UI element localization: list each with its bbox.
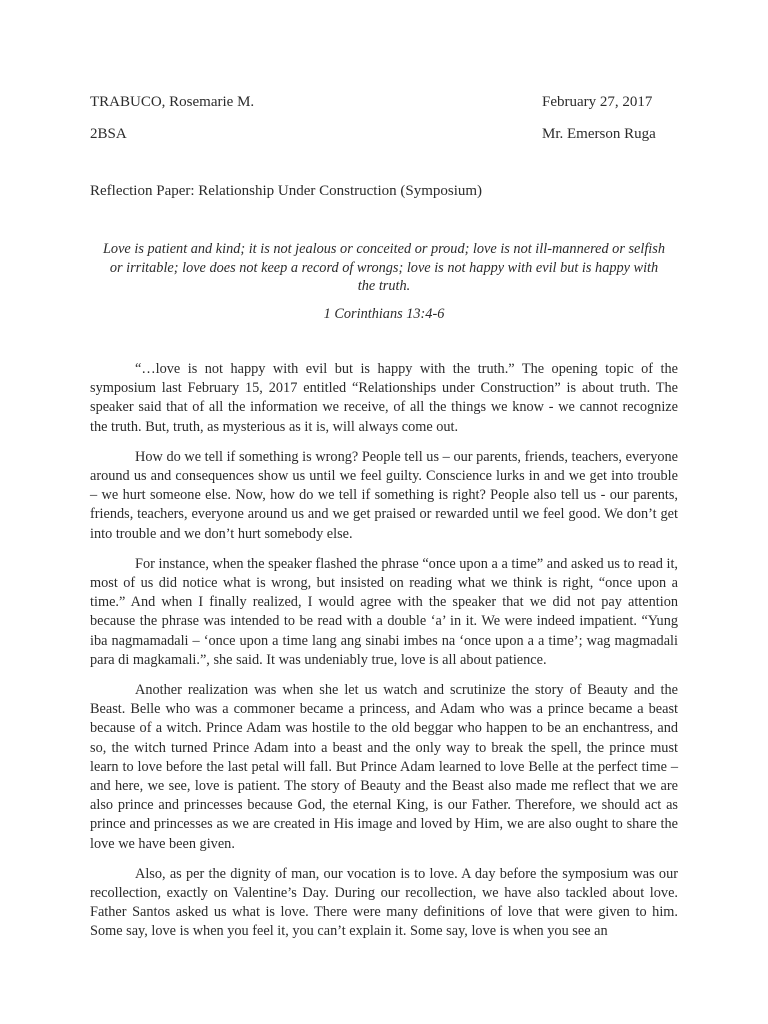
body-paragraph-5: Also, as per the dignity of man, our vocation is to love. A day before the symposium was our recollection, exactly on Valentine’s Day. During our recollection, we have also tackled about love. Father Santos asked us what is love. There were many definitions of love that were given to him. Some say, love is when you feel it, you can’t explain it. Some say, love is when you see an [90,865,678,940]
submission-date: February 27, 2017 [542,94,653,110]
epigraph-citation: 1 Corinthians 13:4-6 [323,306,445,322]
body-text [90,360,678,953]
body-paragraph-3: For instance, when the speaker flashed the phrase “once upon a a time” and asked us to read it, most of us did notice what is wrong, but insisted on reading what we think is right, “once upon a time.” And when I finally realized, I would agree with the speaker that we did not pay attention because the phrase was intended to be read with a double ‘a’ in it. We were indeed impatient. “Yung iba nagmamadali – ‘once upon a time lang ang sinabi imbes na ‘once upon a a time’; wag magmadali para di magkamali.”, she said. It was undeniably true, love is all about patience. [90,555,678,668]
paper-title: Reflection Paper: Relationship Under Construction (Symposium) [90,183,483,199]
epigraph-quote: Love is patient and kind; it is not jealous or conceited or proud; love is not ill-mannered or selfish or irritable; love does not keep a record of wrongs; love is not happy with evil but is happy with the truth. [102,241,665,295]
instructor-name: Mr. Emerson Ruga [542,126,656,142]
body-paragraph-1: “…love is not happy with evil but is happy with the truth.” The opening topic of the symposium last February 15, 2017 entitled “Relationships under Construction” is about truth. The speaker said that of all the information we receive, of all the things we know - we cannot recognize the truth. But, truth, as mysterious as it is, will always come out. [90,361,678,435]
body-paragraph-4: Another realization was when she let us watch and scrutinize the story of Beauty and the Beast. Belle who was a commoner became a princess, and Adam who was a prince became a beast because of a witch. Prince Adam was hostile to the old beggar who happen to be an enchantress, and so, the witch turned Prince Adam into a beast and the only way to break the spell, the prince must learn to love before the last petal will fall. But Prince Adam learned to love Belle at the perfect time – and here, we see, love is patient. The story of Beauty and the Beast also made me reflect that we are also prince and princesses because God, the eternal King, is our Father. Therefore, we should act as prince and princesses as we are created in His image and loved by Him, we are also ought to share the love we have been given. [90,682,678,852]
student-name: TRABUCO, Rosemarie M. [90,94,255,110]
section-label: 2BSA [90,126,127,142]
body-paragraph-2: How do we tell if something is wrong? People tell us – our parents, friends, teachers, everyone around us and consequences show us until we feel guilty. Conscience lurks in and we get into trouble – we hurt someone else. Now, how do we tell if something is right? People also tell us - our parents, friends, teachers, everyone around us and we get praised or rewarded until we feel good. We don’t get into trouble and we don’t hurt somebody else. [90,448,678,542]
